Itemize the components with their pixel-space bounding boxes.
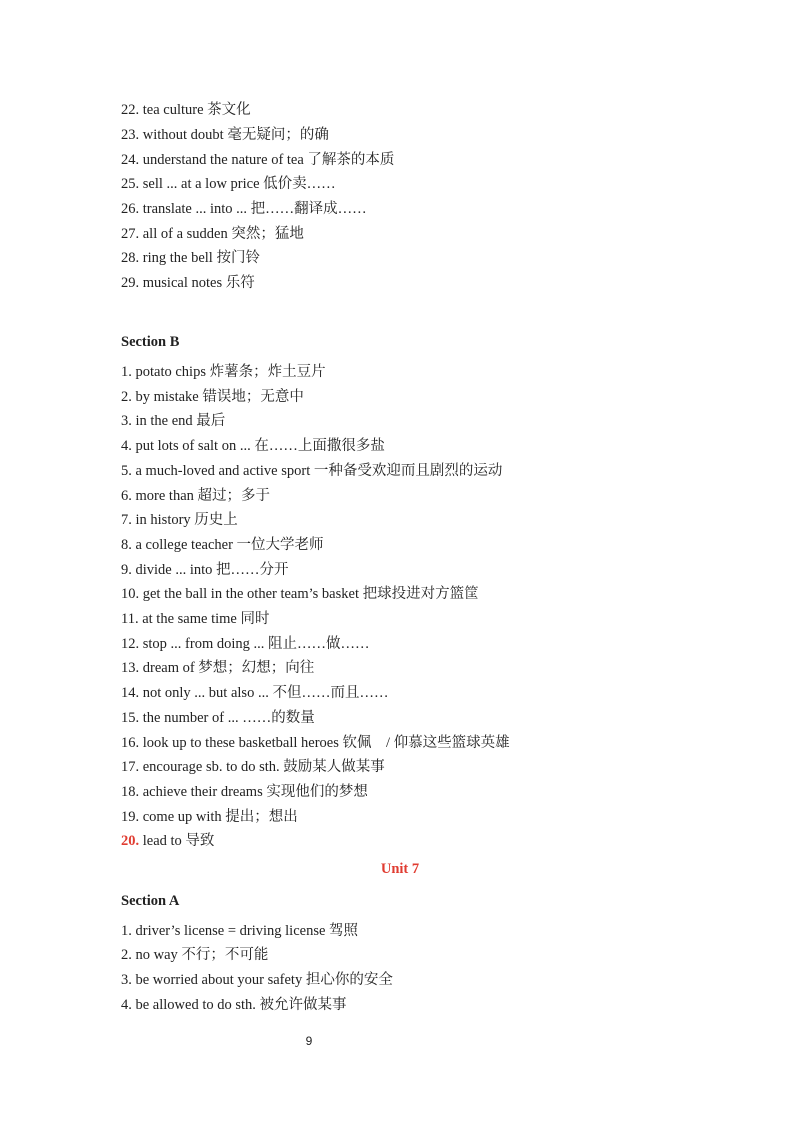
item-text: stop ... from doing ... 阻止……做…… bbox=[142, 636, 370, 652]
item-text: put lots of salt on ... 在……上面撒很多盐 bbox=[135, 438, 385, 454]
list-item bbox=[121, 971, 393, 989]
list-item bbox=[121, 225, 304, 243]
list-item bbox=[121, 734, 510, 752]
list-item bbox=[121, 151, 394, 169]
item-text: look up to these basketball heroes 钦佩 / 仰慕这些篮球英雄 bbox=[142, 735, 510, 751]
item-number: 9. bbox=[121, 562, 132, 578]
item-number: 19. bbox=[121, 809, 140, 825]
item-text: at the same time 同时 bbox=[142, 611, 270, 627]
item-number: 13. bbox=[121, 660, 140, 676]
item-number: 10. bbox=[121, 586, 140, 602]
list-item bbox=[121, 783, 368, 801]
item-number: 11. bbox=[121, 611, 139, 627]
item-text: translate ... into ... 把……翻译成…… bbox=[142, 201, 367, 217]
item-text: driver’s license = driving license 驾照 bbox=[135, 923, 359, 939]
item-number: 4. bbox=[121, 997, 132, 1013]
page-number: 9 bbox=[305, 1034, 313, 1048]
section-a-heading: Section A bbox=[121, 893, 180, 909]
item-text: encourage sb. to do sth. 鼓励某人做某事 bbox=[142, 759, 385, 775]
list-item bbox=[121, 175, 336, 193]
item-text: the number of ... ……的数量 bbox=[142, 710, 315, 726]
item-number-highlighted: 20. bbox=[121, 833, 140, 849]
item-number: 2. bbox=[121, 947, 132, 963]
list-item bbox=[121, 996, 347, 1014]
item-text: be worried about your safety 担心你的安全 bbox=[135, 972, 393, 988]
list-item bbox=[121, 274, 255, 292]
item-number: 15. bbox=[121, 710, 140, 726]
list-item bbox=[121, 462, 502, 480]
list-item bbox=[121, 511, 238, 529]
item-number: 29. bbox=[121, 275, 140, 291]
item-text: not only ... but also ... 不但……而且…… bbox=[142, 685, 389, 701]
list-item bbox=[121, 832, 214, 850]
item-number: 27. bbox=[121, 226, 140, 242]
list-item bbox=[121, 808, 298, 826]
item-text: more than 超过；多于 bbox=[135, 488, 271, 504]
item-number: 8. bbox=[121, 537, 132, 553]
item-number: 24. bbox=[121, 152, 140, 168]
item-number: 3. bbox=[121, 972, 132, 988]
item-text: all of a sudden 突然；猛地 bbox=[142, 226, 304, 242]
list-item bbox=[121, 585, 479, 603]
item-number: 5. bbox=[121, 463, 132, 479]
item-number: 6. bbox=[121, 488, 132, 504]
item-number: 2. bbox=[121, 389, 132, 405]
item-number: 3. bbox=[121, 413, 132, 429]
list-item bbox=[121, 684, 388, 702]
item-text: lead to 导致 bbox=[142, 833, 215, 849]
list-item bbox=[121, 126, 329, 144]
list-item bbox=[121, 363, 326, 381]
list-item bbox=[121, 200, 367, 218]
list-item bbox=[121, 412, 225, 430]
item-number: 18. bbox=[121, 784, 140, 800]
item-text: a much-loved and active sport 一种备受欢迎而且剧烈的运动 bbox=[135, 463, 503, 479]
item-number: 14. bbox=[121, 685, 140, 701]
item-text: in the end 最后 bbox=[135, 413, 226, 429]
item-number: 1. bbox=[121, 923, 132, 939]
item-text: by mistake 错误地；无意中 bbox=[135, 389, 304, 405]
item-text: be allowed to do sth. 被允许做某事 bbox=[135, 997, 347, 1013]
item-text: come up with 提出；想出 bbox=[142, 809, 298, 825]
list-item bbox=[121, 709, 315, 727]
item-number: 26. bbox=[121, 201, 140, 217]
item-text: ring the bell 按门铃 bbox=[142, 250, 260, 266]
item-text: sell ... at a low price 低价卖…… bbox=[142, 176, 336, 192]
item-text: without doubt 毫无疑问；的确 bbox=[142, 127, 329, 143]
item-text: musical notes 乐符 bbox=[142, 275, 255, 291]
item-number: 28. bbox=[121, 250, 140, 266]
item-text: in history 历史上 bbox=[135, 512, 238, 528]
list-item bbox=[121, 249, 260, 267]
list-item bbox=[121, 610, 269, 628]
list-item bbox=[121, 388, 304, 406]
unit-title: Unit 7 bbox=[380, 861, 420, 877]
item-text: understand the nature of tea 了解茶的本质 bbox=[142, 152, 395, 168]
item-number: 12. bbox=[121, 636, 140, 652]
list-item bbox=[121, 101, 251, 119]
item-number: 17. bbox=[121, 759, 140, 775]
item-text: tea culture 茶文化 bbox=[142, 102, 251, 118]
list-item bbox=[121, 659, 314, 677]
item-text: divide ... into 把……分开 bbox=[135, 562, 289, 578]
item-text: no way 不行；不可能 bbox=[135, 947, 269, 963]
item-number: 4. bbox=[121, 438, 132, 454]
list-item bbox=[121, 437, 385, 455]
item-number: 22. bbox=[121, 102, 140, 118]
item-text: a college teacher 一位大学老师 bbox=[135, 537, 324, 553]
item-text: get the ball in the other team’s basket 把球投进对方篮筐 bbox=[142, 586, 479, 602]
item-number: 25. bbox=[121, 176, 140, 192]
item-text: potato chips 炸薯条；炸土豆片 bbox=[135, 364, 326, 380]
item-text: dream of 梦想；幻想；向往 bbox=[142, 660, 315, 676]
list-item bbox=[121, 536, 324, 554]
list-item bbox=[121, 635, 370, 653]
list-item bbox=[121, 946, 268, 964]
list-item bbox=[121, 922, 358, 940]
item-number: 16. bbox=[121, 735, 140, 751]
item-text: achieve their dreams 实现他们的梦想 bbox=[142, 784, 368, 800]
item-number: 7. bbox=[121, 512, 132, 528]
list-item bbox=[121, 758, 385, 776]
section-b-heading: Section B bbox=[121, 334, 180, 350]
list-item bbox=[121, 487, 270, 505]
item-number: 23. bbox=[121, 127, 140, 143]
item-number: 1. bbox=[121, 364, 132, 380]
list-item bbox=[121, 561, 289, 579]
